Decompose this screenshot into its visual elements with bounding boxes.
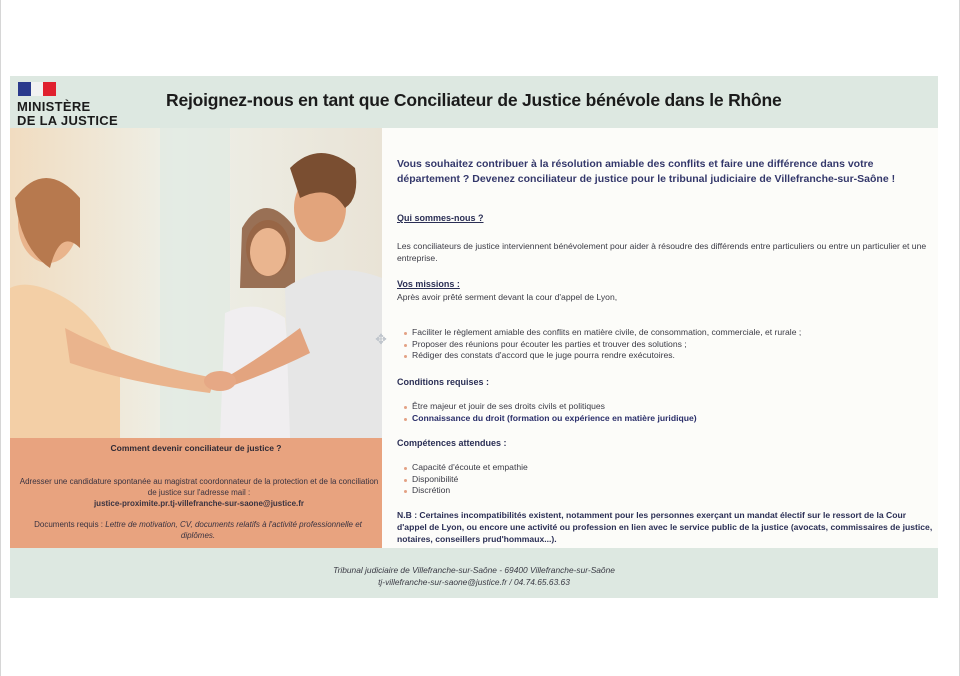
missions-heading: Vos missions : [397, 279, 460, 289]
list-item: Proposer des réunions pour écouter les parties et trouver des solutions ; [404, 339, 934, 351]
skills-list [404, 462, 934, 497]
list-item: Connaissance du droit (formation ou expérience en matière juridique) [404, 413, 934, 425]
intro-text: Vous souhaitez contribuer à la résolution amiable des conflits et faire une différence dans votre département ? Devenez conciliateur de justice pour le tribunal judiciaire de Villefranche-sur-Saône ! [397, 158, 896, 185]
apply-email-link[interactable]: justice-proximite.pr.tj-villefranche-sur-saone@justice.fr [93, 499, 305, 508]
list-item: Disponibilité [404, 474, 934, 486]
footer-band [10, 548, 938, 598]
conditions-heading: Conditions requises : [397, 377, 490, 387]
list-item: Capacité d'écoute et empathie [404, 462, 934, 474]
logo-title-line2: DE LA JUSTICE [17, 113, 118, 128]
who-text: Les conciliateurs de justice interviennent bénévolement pour aider à résoudre des différends entre particuliers ou entre un particulier et une entreprise. [397, 241, 927, 263]
apply-instructions: Adresser une candidature spontanée au magistrat coordonnateur de la protection et de la conciliation de justice sur l'adresse mail : [19, 477, 379, 497]
french-flag-icon [18, 82, 56, 96]
footer-contact: tj-villefranche-sur-saone@justice.fr / 04.74.65.63.63 [378, 577, 570, 587]
missions-list [404, 327, 934, 362]
documents-list: Lettre de motivation, CV, documents relatifs à l'activité professionnelle et diplômes. [105, 520, 362, 540]
logo-title-line1: MINISTÈRE [17, 99, 91, 114]
documents-label: Documents requis : [34, 520, 104, 529]
logo-title [17, 100, 118, 128]
list-item: Rédiger des constats d'accord que le juge pourra rendre exécutoires. [404, 350, 934, 362]
how-to-apply-panel [10, 438, 382, 548]
handshake-photo [10, 128, 382, 438]
apply-documents [16, 519, 380, 541]
apply-text [18, 476, 380, 509]
who-heading: Qui sommes-nous ? [397, 213, 484, 223]
conditions-list [404, 401, 934, 424]
list-item: Être majeur et jouir de ses droits civils et politiques [404, 401, 934, 413]
page-title: Rejoignez-nous en tant que Conciliateur de Justice bénévole dans le Rhône [166, 90, 782, 110]
list-item: Faciliter le règlement amiable des conflits en matière civile, de consommation, commerciale, et rurale ; [404, 327, 934, 339]
move-handle-icon[interactable]: ✥ [375, 331, 387, 347]
apply-heading: Comment devenir conciliateur de justice ? [110, 443, 282, 453]
list-item: Discrétion [404, 485, 934, 497]
nb-note: N.B : Certaines incompatibilités existent, notamment pour les personnes exerçant un mandat électif sur le ressort de la Cour d'appel de Lyon, ou encore une activité ou profession en lien avec le service public de la justice (avocats, commissaires de justice, notaires, conseillers prud'hommaux...). [397, 510, 933, 544]
footer-address: Tribunal judiciaire de Villefranche-sur-Saône - 69400 Villefranche-sur-Saône [333, 565, 615, 575]
missions-text: Après avoir prêté serment devant la cour d'appel de Lyon, [397, 292, 618, 302]
skills-heading: Compétences attendues : [397, 438, 507, 448]
